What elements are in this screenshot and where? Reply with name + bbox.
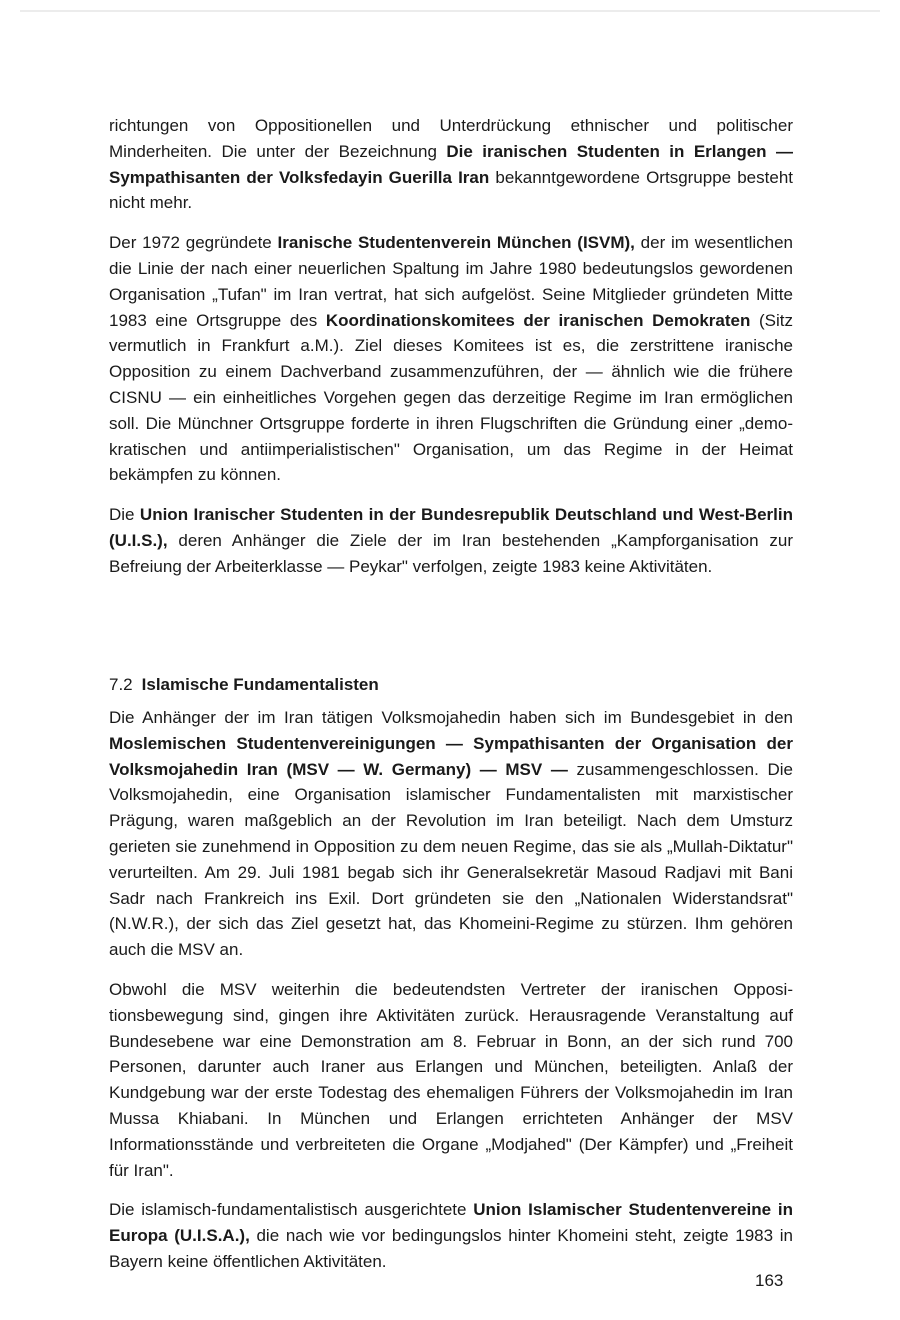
paragraph-3 (109, 502, 793, 579)
paragraph-5 (109, 977, 793, 1183)
bold-text-run: Die iranischen Studenten in Erlangen — Sympathisanten der Volksfedayin Guerilla Iran (109, 141, 793, 187)
paragraph-2 (109, 230, 793, 488)
bold-text-run: Union Iranischer Studenten in der Bundesrepublik Deutschland und West-Berlin (U.I.S.), (109, 505, 794, 550)
paragraph-4 (109, 705, 793, 963)
text-run: zusammengeschlossen. Die Volksmojahedin, eine Organisation islamischer Fundamentalisten mit marxistischer Prägung, waren maßgeblich an der Revolution im Iran beteiligt. Nach dem Umsturz gerieten sie zunehmend in Opposition zu dem neuen Regime, das sie als „Mullah-Diktatur" verurteilten. Am 29. Juli 1981 begab sich ihr Generalsekretär Masoud Radjavi mit Bani Sadr nach Frankreich ins Exil. Dort gründeten sie den „Nationalen Widerstandsrat" (N.W.R.), der sich das Ziel gesetzt hat, das Khomeini-Regime zu stürzen. Ihm gehören auch die MSV an. (109, 759, 793, 960)
section-number: 7.2 (109, 675, 133, 694)
text-run: die nach wie vor bedingungslos hinter Khomeini steht, zeigte 1983 in Bayern keine öffentlichen Aktivitäten. (109, 1226, 793, 1271)
text-run: Die (109, 505, 140, 525)
text-run: richtungen von Oppositionellen und Unterdrückung ethnischer und politischer Minderheiten. Die unter der Bezeichnung (109, 116, 793, 161)
text-block-bottom (109, 705, 793, 1275)
page-number: 163 (755, 1271, 784, 1290)
bold-text-run: Moslemischen Studentenvereinigungen — Sympathisanten der Organisation der Volksmojahedin Iran (MSV — W. Germany) — MSV — (109, 733, 793, 779)
text-run: deren Anhänger die Ziele der im Iran bestehenden „Kampforganisation zur Befreiung der Arbeiterklasse — Peykar" verfolgen, zeigte 1983 keine Aktivitäten. (109, 530, 793, 576)
text-run: Obwohl die MSV weiterhin die bedeutendsten Vertreter der iranischen Oppositionsbewegung sind, gingen ihre Aktivitäten zurück. Herausragende Veranstaltung auf Bundesebene war eine Demonstration am 8. Februar in Bonn, an der sich rund 700 Personen, darunter auch Iraner aus Erlangen und München, beteiligten. Anlaß der Kundgebung war der erste Todestag des ehemaligen Führers der Volksmojahedin im Iran Mussa Khiabani. In München und Erlangen errichteten Anhänger der MSV Informationsstände und verbreiteten die Organe „Modjahed" (Der Kämpfer) und „Freiheit für Iran". (109, 979, 793, 1180)
section-heading (109, 672, 379, 698)
scan-edge-line (20, 10, 880, 12)
text-run: Die Anhänger der im Iran tätigen Volksmojahedin haben sich im Bundesgebiet in den (109, 708, 793, 727)
text-run: (Sitz vermutlich in Frankfurt a.M.). Ziel dieses Komitees ist es, die zerstrittene iranische Opposition zu einem Dachverband zusammenzuführen, der — ähnlich wie die frühere CISNU — ein einheitliches Vorgehen gegen das derzeitige Regime im Iran ermöglichen soll. Die Münchner Ortsgruppe forderte in ihren Flugschriften die Gründung einer „demokratischen und antiimperialistischen" Organisation, um das Regime in der Heimat bekämpfen zu können. (109, 310, 793, 485)
text-block-top (109, 113, 793, 580)
text-run: Der 1972 gegründete (109, 233, 278, 253)
paragraph-1 (109, 113, 793, 216)
bold-text-run: Koordinationskomitees der iranischen Demokraten (325, 310, 751, 330)
bold-text-run: Union Islamischer Studentenvereine in Europa (U.I.S.A.), (109, 1200, 793, 1246)
paragraph-6 (109, 1197, 793, 1274)
text-run: der im wesentlichen die Linie der nach einer neuerlichen Spaltung im Jahre 1980 bedeutungslos gewordenen Organisation „Tufan" im Iran vertrat, hat sich aufgelöst. Seine Mitglieder gründeten Mitte 1983 eine Ortsgruppe des (109, 233, 793, 330)
text-run: bekanntgewordene Ortsgruppe besteht nicht mehr. (109, 167, 793, 213)
section-title: Islamische Fundamentalisten (141, 675, 379, 694)
text-run: Die islamisch-fundamentalistisch ausgerichtete (109, 1200, 474, 1220)
bold-text-run: Iranische Studentenverein München (ISVM), (277, 233, 635, 253)
